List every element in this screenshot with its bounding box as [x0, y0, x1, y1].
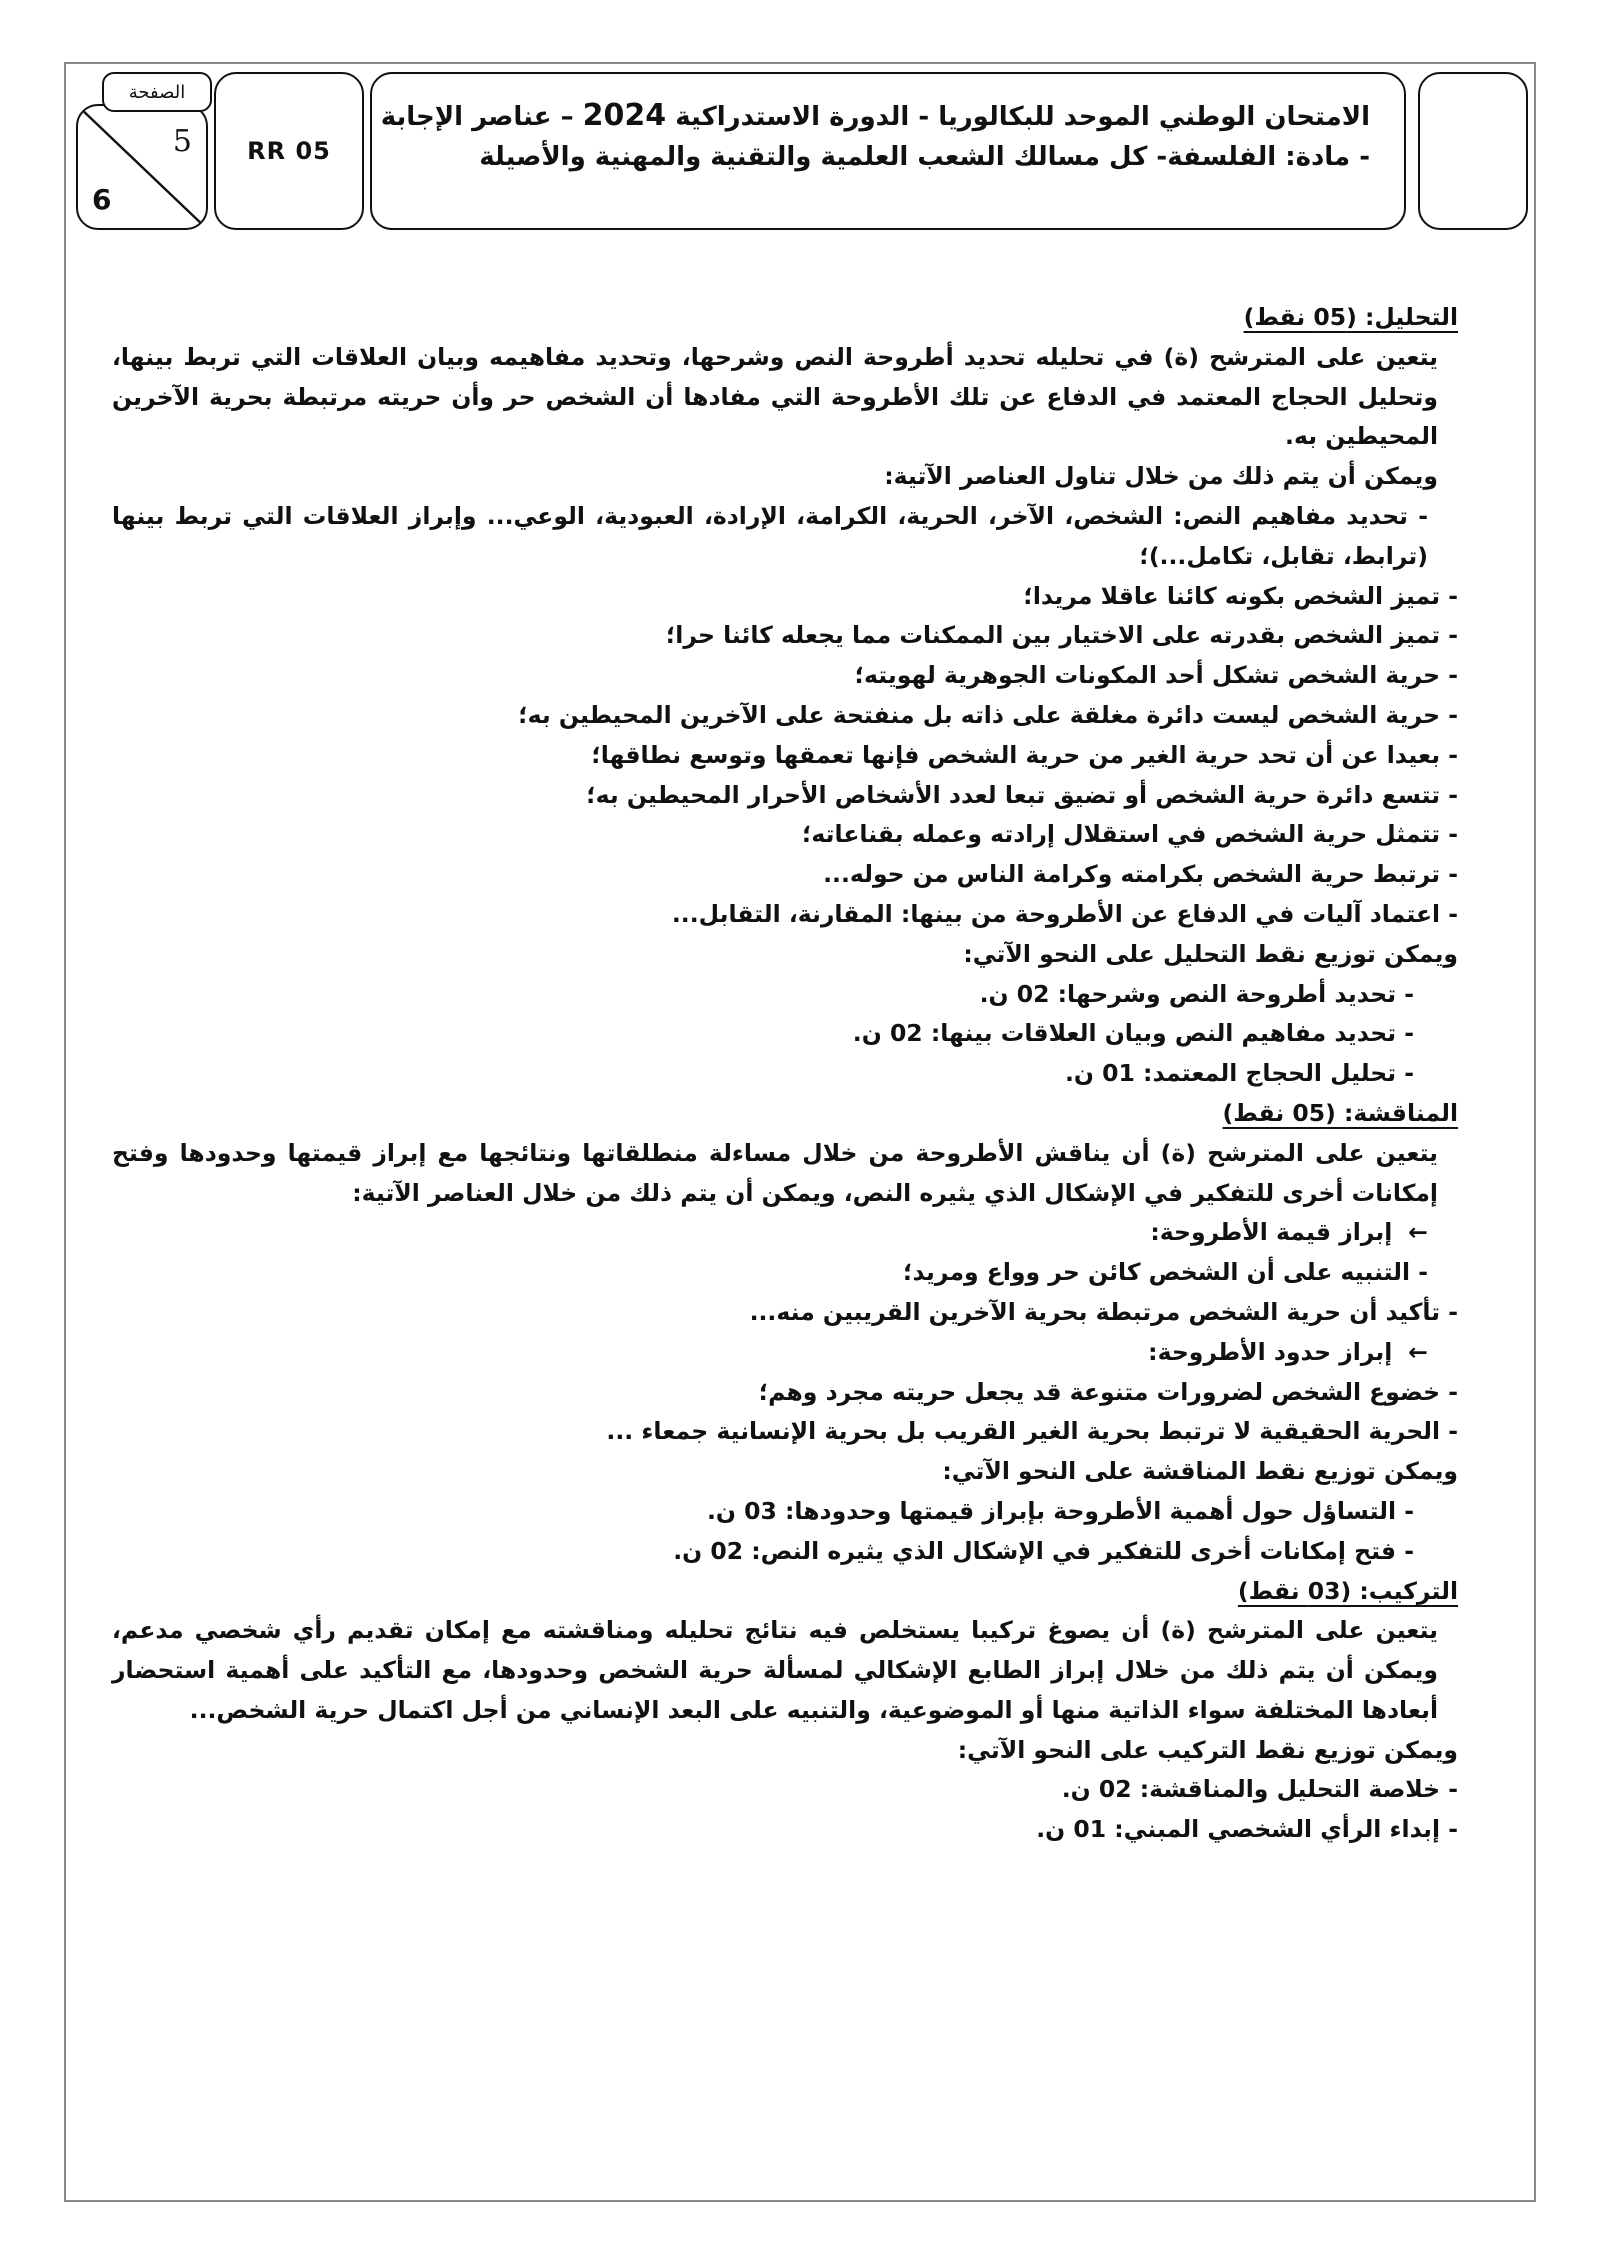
exam-year: 2024 — [582, 98, 667, 133]
exam-title-text: الامتحان الوطني الموحد للبكالوريا - الدورة الاستدراكية — [675, 102, 1370, 132]
list-item: - تتمثل حرية الشخص في استقلال إرادته وعمله بقناعاته؛ — [802, 820, 1458, 849]
discussion-heading: المناقشة: (05 نقط) — [1222, 1098, 1458, 1127]
analysis-concepts-item: - تحديد مفاهيم النص: الشخص، الآخر، الحرية، الكرامة، الإرادة، العبودية، الوعي... وإبراز العلاقات التي تربط بينها (ترابط، تقابل، تكامل...)؛ — [112, 501, 1428, 570]
list-item: - تحديد مفاهيم النص وبيان العلاقات بينها: 02 ن. — [852, 1019, 1414, 1048]
answer-content — [112, 298, 1458, 1850]
list-item: - حرية الشخص ليست دائرة مغلقة على ذاته بل منفتحة على الآخرين المحيطين به؛ — [518, 700, 1458, 729]
arrow-left-icon: ← — [1408, 1337, 1428, 1366]
page-total: 6 — [92, 183, 112, 216]
analysis-distribution-lead: ويمكن توزيع نقط التحليل على النحو الآتي: — [963, 939, 1458, 968]
header-title-box — [370, 72, 1406, 230]
list-item: - التنبيه على أن الشخص كائن حر وواع ومريد؛ — [903, 1258, 1428, 1287]
answer-elements-label: – عناصر الإجابة — [380, 102, 574, 132]
list-item: - تأكيد أن حرية الشخص مرتبطة بحرية الآخرين القريبين منه... — [749, 1297, 1458, 1326]
page-number-box — [76, 104, 208, 230]
analysis-intro: يتعين على المترشح (ة) في تحليله تحديد أطروحة النص وشرحها، وتحديد مفاهيمه وبيان العلاقات التي تربط بينها، وتحليل الحجاج المعتمد في الدفاع عن تلك الأطروحة التي مفادها أن الشخص حر وأن حريته مرتبطة بحرية الآخرين المحيطين به. — [112, 342, 1438, 451]
list-item: - خلاصة التحليل والمناقشة: 02 ن. — [1061, 1775, 1458, 1804]
exam-code: RR 05 — [247, 137, 331, 165]
page-label: الصفحة — [102, 72, 212, 112]
list-item: - خضوع الشخص لضرورات متنوعة قد يجعل حريته مجرد وهم؛ — [758, 1377, 1458, 1406]
value-heading: إبراز قيمة الأطروحة: — [1150, 1218, 1393, 1247]
list-item: - اعتماد آليات في الدفاع عن الأطروحة من بينها: المقارنة، التقابل... — [671, 899, 1458, 928]
limits-heading: إبراز حدود الأطروحة: — [1148, 1337, 1393, 1366]
list-item: - حرية الشخص تشكل أحد المكونات الجوهرية لهويته؛ — [854, 661, 1458, 690]
list-item: - تميز الشخص بقدرته على الاختيار بين الممكنات مما يجعله كائنا حرا؛ — [665, 621, 1458, 650]
list-item: - بعيدا عن أن تحد حرية الغير من حرية الشخص فإنها تعمقها وتوسع نطاقها؛ — [591, 740, 1458, 769]
arrow-left-icon: ← — [1408, 1218, 1428, 1247]
analysis-heading: التحليل: (05 نقط) — [1243, 303, 1458, 331]
synthesis-heading: التركيب: (03 نقط) — [1237, 1576, 1458, 1605]
list-item: - ترتبط حرية الشخص بكرامته وكرامة الناس من حوله... — [823, 860, 1458, 889]
list-item: - الحرية الحقيقية لا ترتبط بحرية الغير القريب بل بحرية الإنسانية جمعاء ... — [606, 1417, 1458, 1446]
exam-code-box — [214, 72, 364, 230]
list-item: - تتسع دائرة حرية الشخص أو تضيق تبعا لعدد الأشخاص الأحرار المحيطين به؛ — [586, 780, 1458, 809]
discussion-intro: يتعين على المترشح (ة) أن يناقش الأطروحة من خلال مساءلة منطلقاتها ونتائجها مع إبراز قيمتها وحدودها وفتح إمكانات أخرى للتفكير في الإشكال الذي يثيره النص، ويمكن أن يتم ذلك من خلال العناصر الآتية: — [112, 1138, 1438, 1207]
list-item: - فتح إمكانات أخرى للتفكير في الإشكال الذي يثيره النص: 02 ن. — [673, 1536, 1414, 1565]
synthesis-intro: يتعين على المترشح (ة) أن يصوغ تركيبا يستخلص فيه نتائج تحليله ومناقشته مع إمكان تقديم رأي شخصي مدعم، ويمكن أن يتم ذلك من خلال إبراز الطابع الإشكالي لمسألة حرية الشخص وحدودها، مع التأكيد على أهمية استحضار أبعادها المختلفة سواء الذاتية منها أو الموضوعية، والتنبيه على البعد الإنساني من أجل اكتمال حرية الشخص... — [112, 1616, 1438, 1724]
list-item: - تحديد أطروحة النص وشرحها: 02 ن. — [979, 979, 1414, 1008]
list-item: - إبداء الرأي الشخصي المبني: 01 ن. — [1036, 1815, 1458, 1844]
synthesis-distribution-lead: ويمكن توزيع نقط التركيب على النحو الآتي: — [957, 1735, 1458, 1764]
header-empty-box — [1418, 72, 1528, 230]
discussion-distribution-lead: ويمكن توزيع نقط المناقشة على النحو الآتي: — [942, 1457, 1458, 1486]
list-item: - تحليل الحجاج المعتمد: 01 ن. — [1064, 1059, 1414, 1088]
list-item: - تميز الشخص بكونه كائنا عاقلا مريدا؛ — [1023, 581, 1458, 610]
subject-line: - مادة: الفلسفة- كل مسالك الشعب العلمية والتقنية والمهنية والأصيلة — [479, 142, 1370, 172]
analysis-lead: ويمكن أن يتم ذلك من خلال تناول العناصر الآتية: — [884, 462, 1438, 491]
page-current: 5 — [172, 124, 192, 159]
list-item: - التساؤل حول أهمية الأطروحة بإبراز قيمتها وحدودها: 03 ن. — [706, 1496, 1414, 1525]
exam-title — [380, 96, 1370, 137]
